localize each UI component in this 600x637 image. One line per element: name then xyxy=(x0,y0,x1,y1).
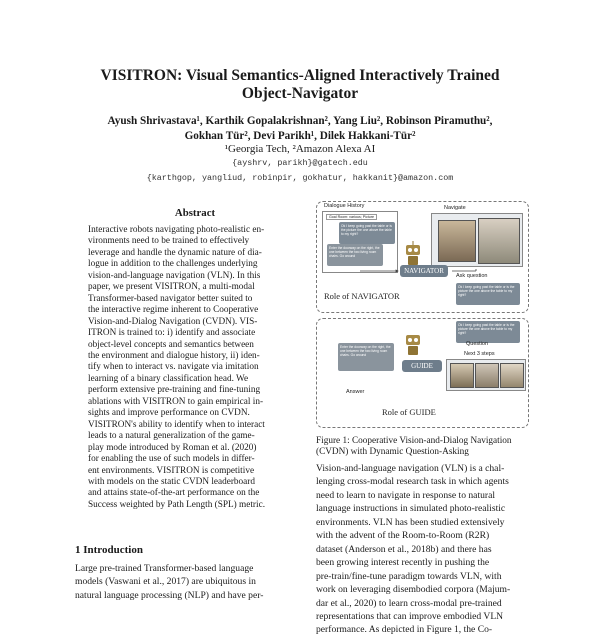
right-column-line: lenging cross-modal research task in which agents xyxy=(316,476,509,488)
next-step-photo-3 xyxy=(500,363,524,388)
navigate-panel xyxy=(431,213,523,267)
next-step-photo-1 xyxy=(450,363,474,388)
right-column-line: dar et al., 2020) to learn cross-modal pre-trained xyxy=(316,597,502,609)
introduction-line: natural language processing (NLP) and have per- xyxy=(75,589,264,601)
right-column-line: been growing interest recently in pushing the xyxy=(316,557,490,569)
abstract-line: ablations with VISITRON to gain empirical in- xyxy=(88,396,264,407)
navigate-photo-2 xyxy=(478,218,520,264)
abstract-line: vironments need to be trained to effectively xyxy=(88,236,250,247)
abstract-body xyxy=(88,225,306,511)
right-column-line: language instructions in simulated photo-realistic xyxy=(316,503,506,515)
affiliations: ¹Georgia Tech, ²Amazon Alexa AI xyxy=(224,143,376,155)
answer-label: Answer xyxy=(346,389,365,395)
right-column-line: pre-train/fine-tune paradigm towards VLN, with xyxy=(316,570,502,582)
title-line-1: VISITRON: Visual Semantics-Aligned Interactively Trained xyxy=(100,67,500,84)
paper-title xyxy=(0,67,600,103)
right-column-line: Vision-and-language navigation (VLN) is a chal- xyxy=(316,463,505,474)
abstract-line: logue in addition to the challenges underlying xyxy=(88,259,258,270)
introduction-body xyxy=(75,562,305,602)
right-column-line: dataset (Anderson et al., 2018b) and there has xyxy=(316,543,492,555)
authors-line-1: Ayush Shrivastava¹, Karthik Gopalakrishnan², Yang Liu², Robinson Piramuthu², xyxy=(107,115,493,127)
email-line-1: {ayshrv, parikh}@gatech.edu xyxy=(232,158,368,168)
right-column-line: with the advent of the Room-to-Room (R2R) xyxy=(316,530,490,542)
next-steps-panel xyxy=(446,359,526,391)
introduction-line: models (Vaswani et al., 2017) are ubiquitous in xyxy=(75,576,256,588)
abstract-heading: Abstract xyxy=(174,207,216,219)
caption-line-2: (CVDN) with Dynamic Question-Asking xyxy=(316,447,469,458)
abstract-line: leads to a natural generalization of the game- xyxy=(88,431,255,442)
right-column-line: environments. VLN has been studied extensively xyxy=(316,516,505,528)
title-line-2: Object-Navigator xyxy=(241,85,359,102)
abstract-line: paper, we present VISITRON, a multi-modal xyxy=(88,282,255,293)
next-step-photo-2 xyxy=(475,363,499,388)
dialogue-history-panel xyxy=(322,211,398,273)
abstract-line: leverage and handle the dynamic nature of dia- xyxy=(88,247,262,258)
introduction-line: Large pre-trained Transformer-based language xyxy=(75,563,254,574)
guide-answer-panel xyxy=(322,325,396,385)
abstract-line: Transformer-based navigator better suited to xyxy=(88,293,253,304)
role-guide-label: Role of GUIDE xyxy=(382,407,436,417)
answer-bubble: Enter the doorway on the right, the one between the two living room chairs. Go around xyxy=(338,343,394,371)
abstract-line: with models on the static CVDN leaderboard xyxy=(88,476,255,487)
abstract-line: perform extensive pre-training and fine-tuning xyxy=(88,385,261,396)
abstract-line: the interactive regime inherent to Cooperative xyxy=(88,305,259,316)
abstract-line: object-level concepts and semantics between xyxy=(88,339,254,350)
goal-room-text: Goal Room: various; Picture xyxy=(326,214,377,220)
caption-line-1: Figure 1: Cooperative Vision-and-Dialog Navigation xyxy=(316,436,512,446)
figure-1 xyxy=(316,201,529,427)
role-navigator-label: Role of NAVIGATOR xyxy=(324,291,400,301)
right-column-line: work on leveraging disembodied corpora (Majum- xyxy=(316,584,511,596)
abstract-line: and attains state-of-the-art performance on the xyxy=(88,488,260,499)
ask-question-bubble: Ok I keep going past the table or is the picture the one above the table to my right? xyxy=(456,283,520,305)
abstract-line: Interactive robots navigating photo-realistic en- xyxy=(88,225,265,235)
abstract-line: ITRON is trained to: i) identify and associate xyxy=(88,328,256,339)
abstract-line: for enabling the use of such models in differ- xyxy=(88,454,255,465)
abstract-line: learning of a binary classification head. We xyxy=(88,373,249,384)
right-column-line: representations that can improve embodied VLN xyxy=(316,610,504,622)
abstract-line: tify when to interact vs. navigate via imitation xyxy=(88,362,259,373)
abstract-line: Vision-and-Dialog Navigation (CVDN). VIS- xyxy=(88,316,258,327)
navigate-photo-1 xyxy=(438,220,476,262)
next-steps-label: Next 3 steps xyxy=(464,351,495,357)
author-list xyxy=(0,114,600,143)
abstract-line: sights and improve performance on CVDN. xyxy=(88,408,250,419)
dialogue-bubble-answer: Enter the doorway on the right, the one between the two living room chairs. Go around xyxy=(327,244,383,266)
abstract-line: vision-and-language navigation (VLN). In this xyxy=(88,270,261,281)
right-column-body xyxy=(316,462,530,637)
abstract-line: the environment and dialogue history, ii) iden- xyxy=(88,350,260,361)
navigate-label: Navigate xyxy=(444,205,466,211)
question-label: Question xyxy=(466,341,489,347)
dialogue-bubble-question: Ok I keep going past the table or is the picture the one above the table to my right? xyxy=(339,222,395,244)
figure-caption xyxy=(316,436,526,459)
guide-badge: GUIDE xyxy=(402,360,442,372)
abstract-line: play mode introduced by Roman et al. (2020) xyxy=(88,442,257,453)
email-line-2: {karthgop, yangliud, robinpir, gokhatur, hakkanit}@amazon.com xyxy=(146,173,454,183)
right-column-line: need to learn to navigate in response to natural xyxy=(316,489,496,501)
authors-line-2: Gokhan Tür², Devi Parikh¹, Dilek Hakkani-Tür² xyxy=(184,129,416,142)
navigator-badge: NAVIGATOR xyxy=(400,265,448,277)
section-heading-introduction: 1 Introduction xyxy=(75,544,143,556)
abstract-line: VISITRON's ability to identify when to interact xyxy=(88,419,265,430)
right-column-line: performance. As depicted in Figure 1, the Co- xyxy=(316,624,493,636)
question-bubble: Ok I keep going past the table or is the picture the one above the table to my right? xyxy=(456,321,520,343)
abstract-line: Success weighted by Path Length (SPL) metric. xyxy=(88,499,266,510)
guide-robot-icon xyxy=(398,331,428,359)
ask-question-label: Ask question xyxy=(456,273,488,279)
dialogue-history-label: Dialogue History xyxy=(324,203,365,209)
abstract-line: ent environments. VISITRON is competitive xyxy=(88,465,255,476)
